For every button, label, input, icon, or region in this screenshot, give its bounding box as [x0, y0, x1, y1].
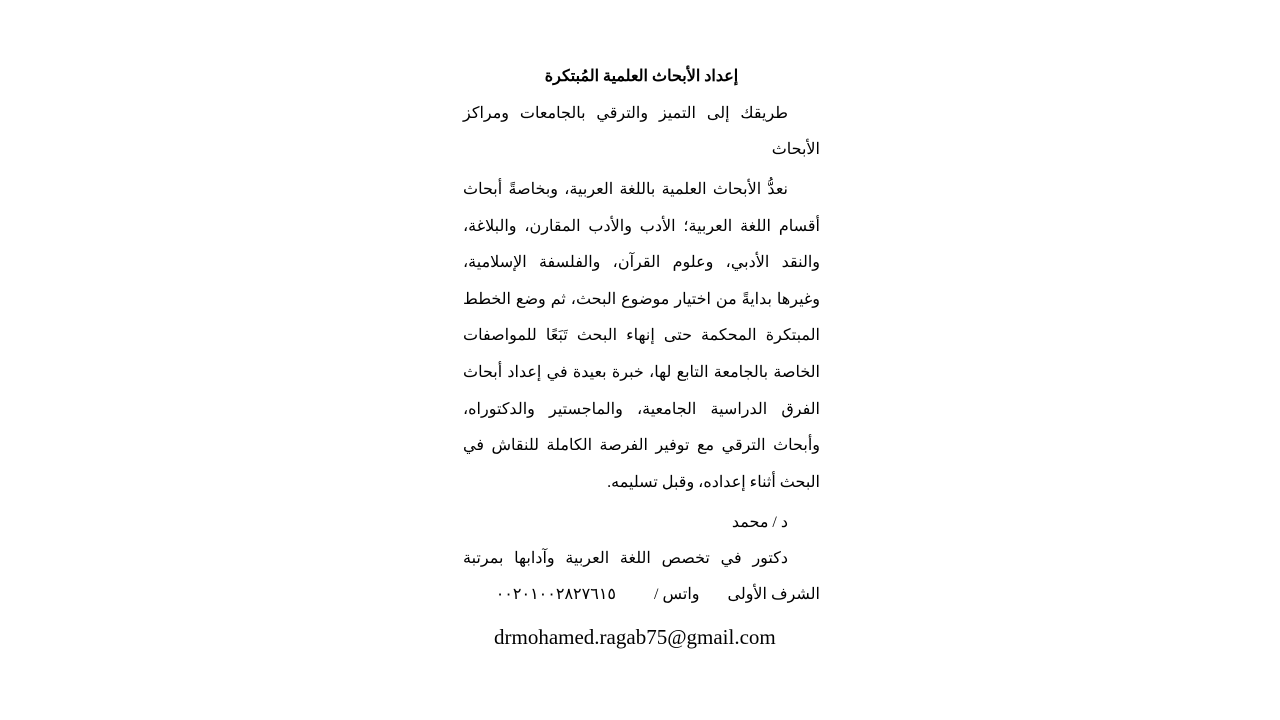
document-subtitle: طريقك إلى التميز والترقي بالجامعات ومراكز الأبحاث: [463, 105, 820, 158]
author-email: drmohamed.ragab75@gmail.com: [494, 625, 776, 649]
document-body: نعدُّ الأبحاث العلمية باللغة العربية، وبخاصةً أبحاث أقسام اللغة العربية؛ الأدب والأدب المقارن، والبلاغة، والنقد الأدبي، وعلوم القرآن، والفلسفة الإسلامية، وغيرها بدايةً من اختيار موضوع البحث، ثم وضع الخطط المبتكرة المحكمة حتى إنهاء البحث تَبَعًا للمواصفات الخاصة بالجامعة التابع لها، خبرة بعيدة في إعداد أبحاث الفرق الدراسية الجامعية، والماجستير والدكتوراه، وأبحاث الترقي مع توفير الفرصة الكاملة للنقاش في البحث أثناء إعداده، وقبل تسليمه.: [463, 181, 820, 491]
author-bio: [463, 541, 820, 613]
phone-label: [654, 586, 727, 603]
phone-label-text: واتس /: [654, 586, 700, 604]
document-column: [463, 62, 820, 613]
author-signature: د / محمد: [731, 514, 788, 532]
phone-number: ٠٠٢٠١٠٠٢٨٢٧٦١٥: [495, 586, 617, 604]
document-title: إعداد الأبحاث العلمية المُبتكرة: [544, 68, 739, 85]
author-bio-text: دكتور في تخصص اللغة العربية وآدابها بمرتبة الشرف الأولى: [463, 550, 820, 604]
